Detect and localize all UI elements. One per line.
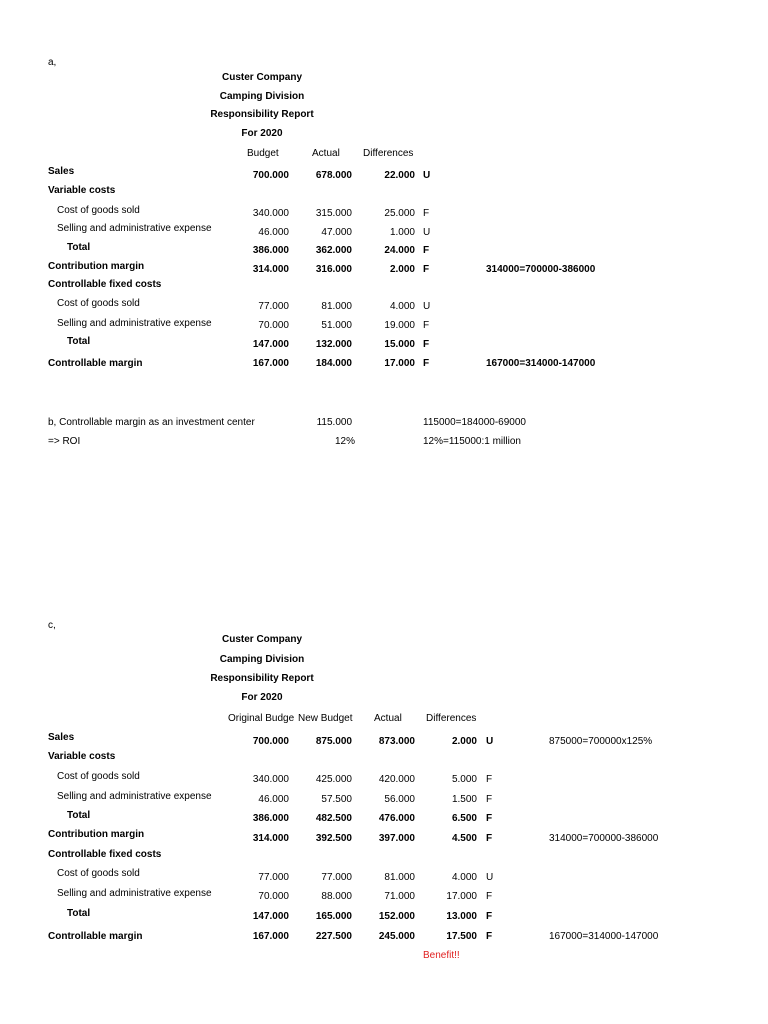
part-c-row-label: Cost of goods sold: [57, 868, 140, 879]
part-a-diff-cell: 22.000: [384, 170, 415, 181]
part-a-flag-cell: U: [423, 301, 431, 312]
part-c-actual-cell: 420.000: [378, 774, 415, 785]
part-a-budget-cell: 314.000: [252, 264, 289, 275]
part-a-section-label: Variable costs: [48, 185, 116, 196]
part-a-budget-cell: 77.000: [258, 301, 289, 312]
part-c-diff-cell: 6.500: [451, 813, 477, 824]
part-c-actual-cell: 397.000: [378, 833, 415, 844]
part-b-margin-label: b, Controllable margin as an investment center: [48, 417, 255, 428]
part-c-row-label: Controllable margin: [48, 931, 143, 942]
part-c-orig-cell: 77.000: [258, 872, 289, 883]
part-a-header-budget: Budget: [247, 148, 279, 159]
part-a-flag-cell: F: [423, 208, 430, 219]
part-a-diff-cell: 2.000: [389, 264, 415, 275]
part-a-diff-cell: 4.000: [389, 301, 415, 312]
part-c-division-title: Camping Division: [219, 654, 305, 665]
part-c-new-cell: 425.000: [315, 774, 352, 785]
part-c-flag-cell: F: [486, 931, 493, 942]
part-a-budget-cell: 167.000: [252, 358, 289, 369]
part-c-new-cell: 392.500: [315, 833, 352, 844]
part-a-actual-cell: 47.000: [321, 227, 352, 238]
part-a-row-label: Total: [67, 336, 91, 347]
part-a-flag-cell: F: [423, 264, 430, 275]
part-c-new-cell: 165.000: [315, 911, 352, 922]
part-a-budget-cell: 147.000: [252, 339, 289, 350]
part-b-margin-note: 115000=184000-69000: [423, 417, 526, 428]
part-a-flag-cell: U: [423, 227, 431, 238]
part-c-orig-cell: 314.000: [252, 833, 289, 844]
part-a-row-label: Cost of goods sold: [57, 205, 140, 216]
part-c-company-title: Custer Company: [221, 634, 302, 645]
part-c-diff-cell: 4.500: [451, 833, 477, 844]
part-c-note-cell: 314000=700000-386000: [549, 833, 659, 844]
part-c-flag-cell: F: [486, 891, 493, 902]
part-a-row-label: Controllable margin: [48, 358, 143, 369]
part-c-row-label: Cost of goods sold: [57, 771, 140, 782]
part-a-note-cell: 167000=314000-147000: [486, 358, 596, 369]
part-a-actual-cell: 81.000: [321, 301, 352, 312]
part-c-diff-cell: 4.000: [451, 872, 477, 883]
part-c-new-cell: 57.500: [321, 794, 352, 805]
part-c-orig-cell: 46.000: [258, 794, 289, 805]
part-c-note-cell: 167000=314000-147000: [549, 931, 659, 942]
part-a-diff-cell: 17.000: [384, 358, 415, 369]
part-c-flag-cell: F: [486, 794, 493, 805]
part-c-actual-cell: 152.000: [378, 911, 415, 922]
part-c-diff-cell: 1.500: [451, 794, 477, 805]
part-a-diff-cell: 15.000: [384, 339, 415, 350]
part-c-new-cell: 875.000: [315, 736, 352, 747]
part-a-actual-cell: 184.000: [315, 358, 352, 369]
part-c-orig-cell: 147.000: [252, 911, 289, 922]
part-c-flag-cell: F: [486, 911, 493, 922]
part-c-diff-cell: 13.000: [446, 911, 477, 922]
part-a-flag-cell: F: [423, 339, 430, 350]
part-a-company-title: Custer Company: [221, 72, 302, 83]
part-a-budget-cell: 700.000: [252, 170, 289, 181]
part-c-actual-cell: 71.000: [384, 891, 415, 902]
part-c-flag-cell: F: [486, 833, 493, 844]
benefit-note: Benefit!!: [423, 950, 460, 961]
part-c-actual-cell: 81.000: [384, 872, 415, 883]
part-c-header-original-budget: Original Budge: [228, 713, 295, 724]
part-c-header-new-budget: New Budget: [298, 713, 353, 724]
part-c-orig-cell: 386.000: [252, 813, 289, 824]
part-a-division-title: Camping Division: [219, 91, 305, 102]
part-c-flag-cell: F: [486, 813, 493, 824]
part-b-roi-value: 12%: [334, 436, 355, 447]
part-c-header-actual: Actual: [374, 713, 402, 724]
part-a-flag-cell: U: [423, 170, 431, 181]
part-c-flag-cell: F: [486, 774, 493, 785]
part-c-actual-cell: 476.000: [378, 813, 415, 824]
part-c-orig-cell: 167.000: [252, 931, 289, 942]
part-a-actual-cell: 362.000: [315, 245, 352, 256]
part-a-budget-cell: 46.000: [258, 227, 289, 238]
part-a-budget-cell: 340.000: [252, 208, 289, 219]
part-c-row-label: Total: [67, 810, 91, 821]
part-a-actual-cell: 51.000: [321, 320, 352, 331]
part-c-diff-cell: 17.000: [446, 891, 477, 902]
part-a-header-differences: Differences: [363, 148, 414, 159]
part-a-row-label: Sales: [48, 166, 75, 177]
part-c-new-cell: 88.000: [321, 891, 352, 902]
part-c-diff-cell: 5.000: [451, 774, 477, 785]
part-b-margin-value: 115.000: [316, 417, 352, 428]
part-b-roi-label: => ROI: [48, 436, 81, 447]
part-a-row-label: Selling and administrative expense: [57, 318, 212, 329]
part-a-report-title: Responsibility Report: [210, 109, 314, 120]
part-c-new-cell: 227.500: [315, 931, 352, 942]
part-a-note-cell: 314000=700000-386000: [486, 264, 596, 275]
part-c-diff-cell: 17.500: [446, 931, 477, 942]
part-b-roi-note: 12%=115000:1 million: [423, 436, 521, 447]
part-c-report-title: Responsibility Report: [210, 673, 314, 684]
part-a-row-label: Selling and administrative expense: [57, 223, 212, 234]
part-c-diff-cell: 2.000: [451, 736, 477, 747]
part-c-new-cell: 482.500: [315, 813, 352, 824]
part-a-diff-cell: 24.000: [384, 245, 415, 256]
part-a-label: a,: [48, 57, 57, 68]
part-a-period-title: For 2020: [241, 128, 283, 139]
part-a-section-label: Controllable fixed costs: [48, 279, 162, 290]
part-c-actual-cell: 56.000: [384, 794, 415, 805]
part-a-budget-cell: 386.000: [252, 245, 289, 256]
part-c-section-label: Controllable fixed costs: [48, 849, 162, 860]
part-a-flag-cell: F: [423, 358, 430, 369]
part-c-flag-cell: U: [486, 736, 494, 747]
part-c-orig-cell: 700.000: [252, 736, 289, 747]
part-c-row-label: Total: [67, 908, 91, 919]
part-a-actual-cell: 315.000: [315, 208, 352, 219]
part-c-period-title: For 2020: [241, 692, 283, 703]
part-a-actual-cell: 316.000: [315, 264, 352, 275]
part-a-flag-cell: F: [423, 320, 430, 331]
part-c-flag-cell: U: [486, 872, 494, 883]
part-a-diff-cell: 19.000: [384, 320, 415, 331]
part-c-actual-cell: 245.000: [378, 931, 415, 942]
part-c-row-label: Contribution margin: [48, 829, 145, 840]
part-a-actual-cell: 132.000: [315, 339, 352, 350]
part-c-note-cell: 875000=700000x125%: [549, 736, 653, 747]
part-c-orig-cell: 70.000: [258, 891, 289, 902]
part-c-row-label: Sales: [48, 732, 75, 743]
part-a-row-label: Contribution margin: [48, 261, 145, 272]
part-c-row-label: Selling and administrative expense: [57, 791, 212, 802]
part-a-budget-cell: 70.000: [258, 320, 289, 331]
part-a-diff-cell: 1.000: [389, 227, 415, 238]
part-c-actual-cell: 873.000: [378, 736, 415, 747]
part-c-header-differences: Differences: [426, 713, 477, 724]
part-c-orig-cell: 340.000: [252, 774, 289, 785]
part-a-row-label: Cost of goods sold: [57, 298, 140, 309]
part-c-new-cell: 77.000: [321, 872, 352, 883]
part-a-row-label: Total: [67, 242, 91, 253]
part-a-actual-cell: 678.000: [315, 170, 352, 181]
part-c-label: c,: [48, 620, 56, 631]
part-c-section-label: Variable costs: [48, 751, 116, 762]
part-a-flag-cell: F: [423, 245, 430, 256]
part-a-diff-cell: 25.000: [384, 208, 415, 219]
part-a-header-actual: Actual: [312, 148, 340, 159]
part-c-row-label: Selling and administrative expense: [57, 888, 212, 899]
